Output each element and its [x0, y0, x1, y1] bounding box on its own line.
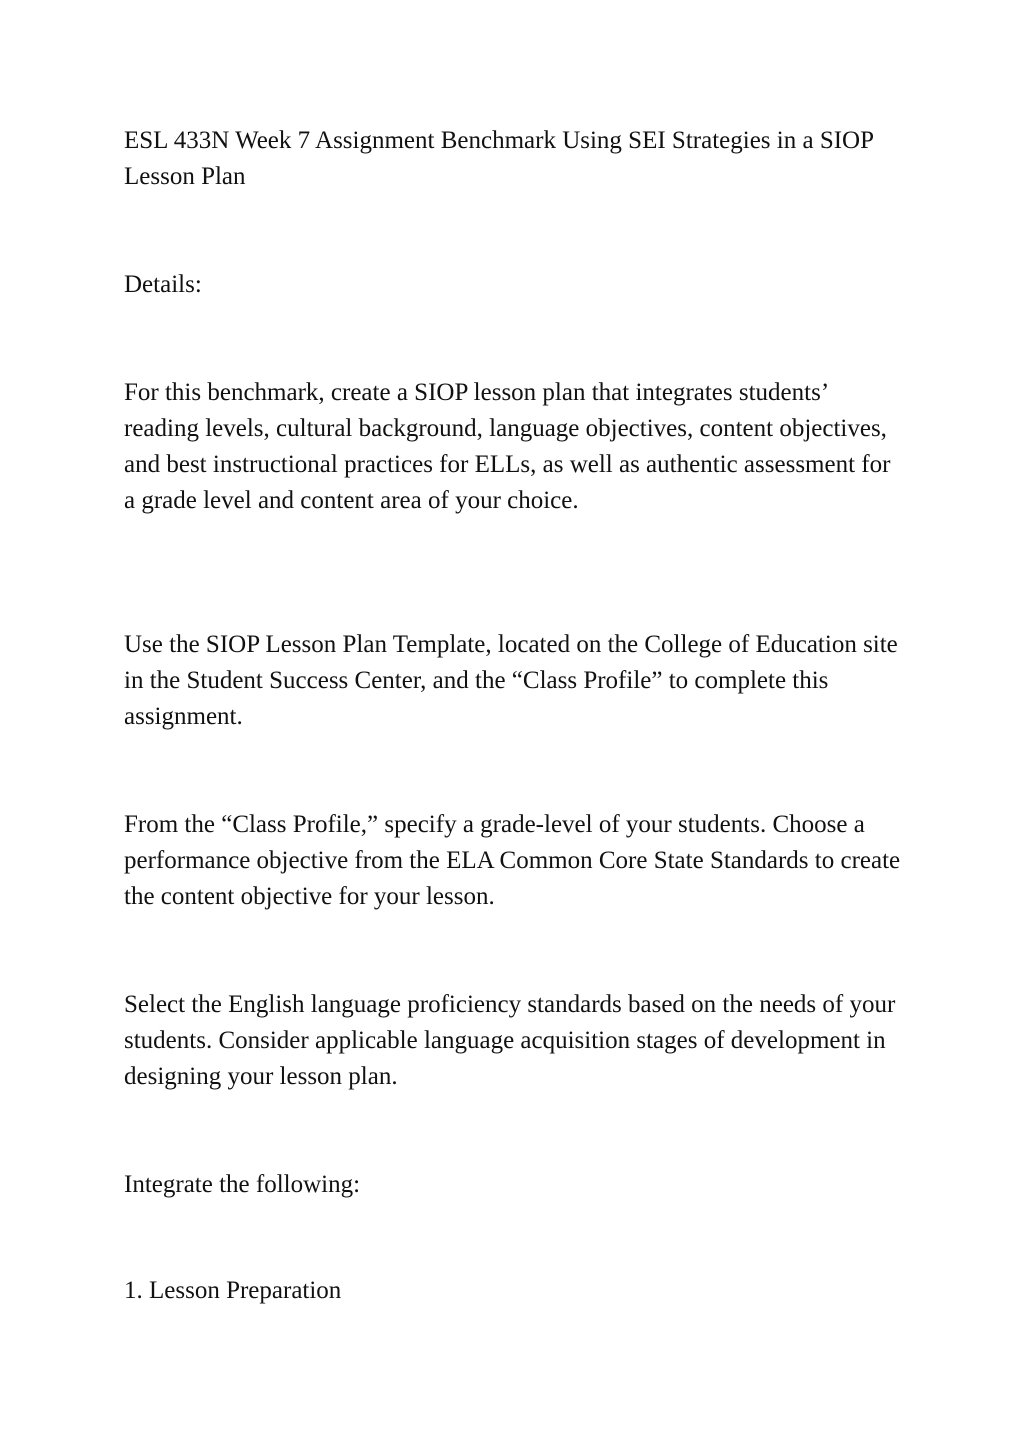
details-heading: Details:	[124, 271, 202, 298]
paragraph-benchmark: For this benchmark, create a SIOP lesson plan that integrates students’ reading levels, cultural background, language objectives, content objectives, and best instructional practices for ELLs, as well as authentic assessment for a grade level and content area of your choice.	[124, 379, 891, 514]
paragraph-proficiency-standards: Select the English language proficiency standards based on the needs of your students. Consider applicable language acquisition stages of development in designing your lesson plan.	[124, 991, 896, 1090]
paragraph-class-profile: From the “Class Profile,” specify a grade-level of your students. Choose a performance objective from the ELA Common Core State Standards to create the content objective for your lesson.	[124, 811, 901, 910]
integrate-heading: Integrate the following:	[124, 1171, 361, 1198]
document-title: ESL 433N Week 7 Assignment Benchmark Using SEI Strategies in a SIOP Lesson Plan	[124, 127, 874, 190]
list-item: 1. Lesson Preparation	[124, 1277, 342, 1304]
paragraph-template: Use the SIOP Lesson Plan Template, located on the College of Education site in the Student Success Center, and the “Class Profile” to complete this assignment.	[124, 631, 898, 730]
